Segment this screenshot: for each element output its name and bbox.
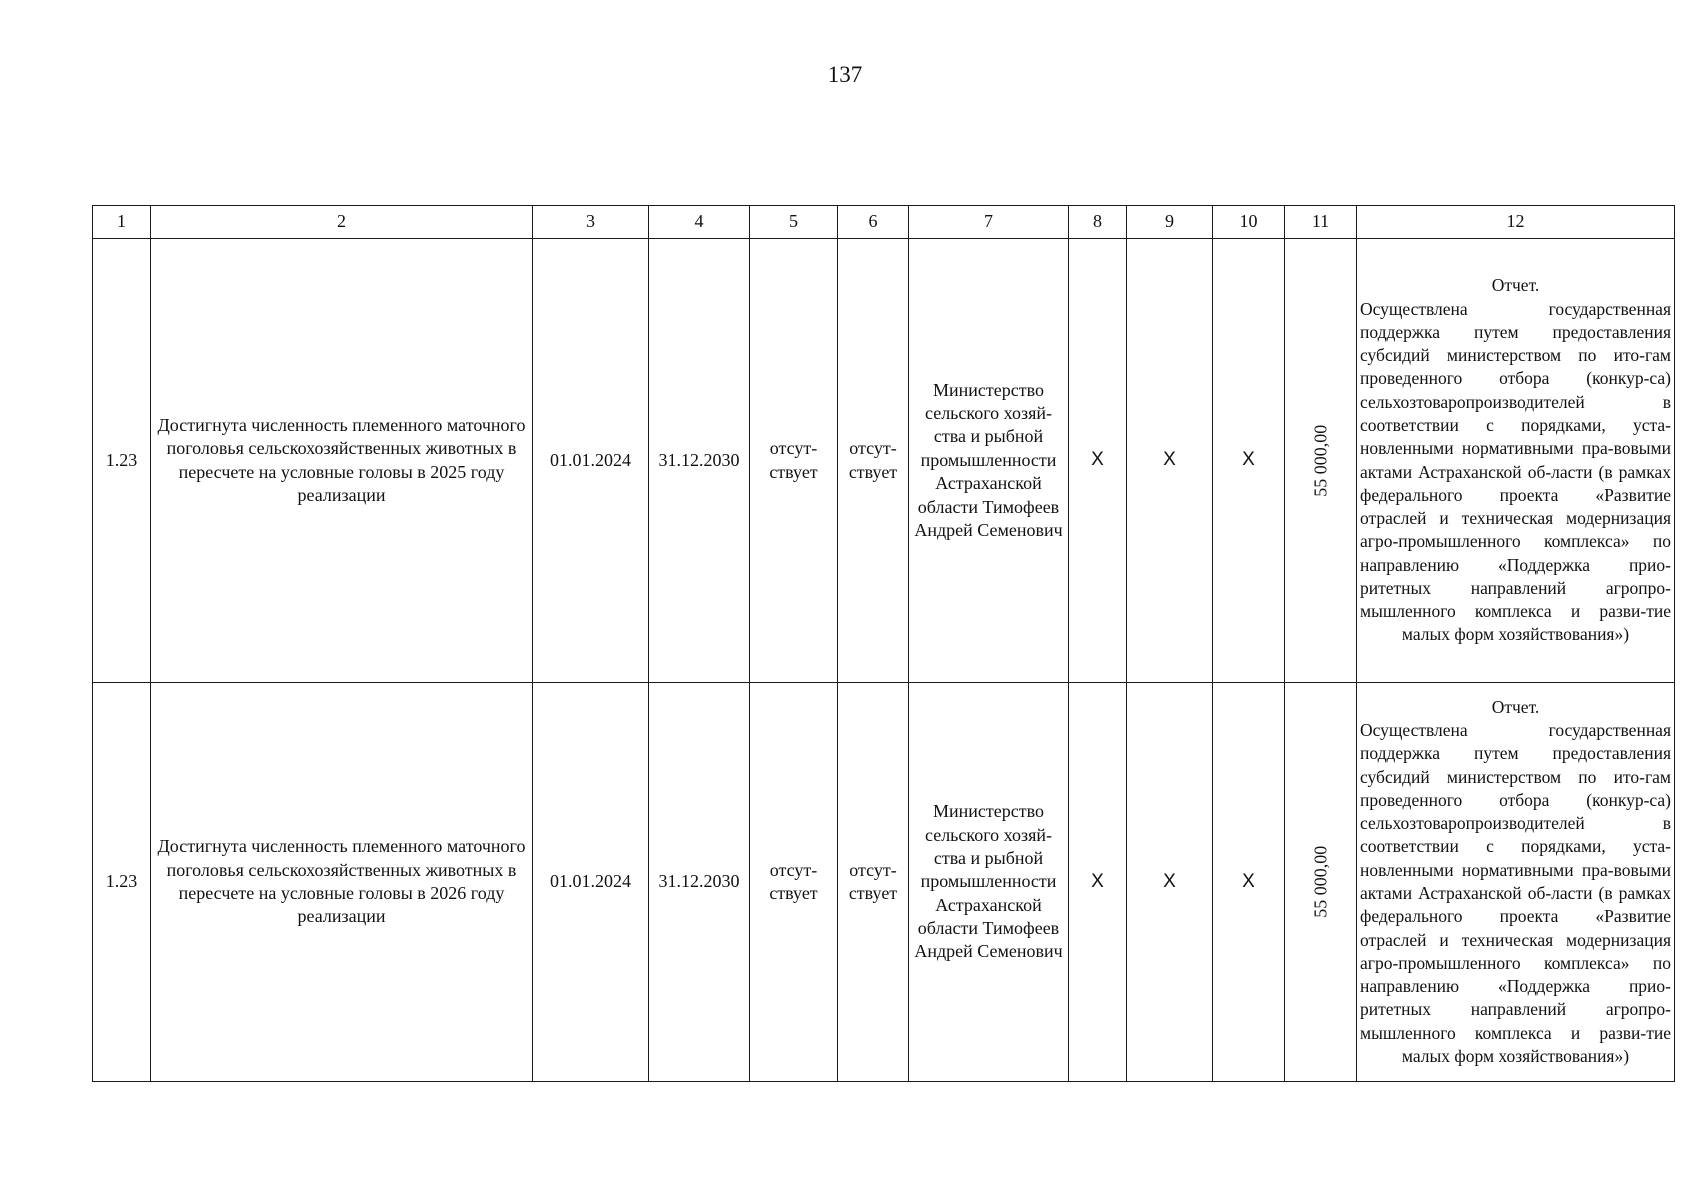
col6-value: отсут-ствует: [838, 239, 909, 683]
result-description: Достигнута численность племенного маточного поголовья сельскохозяйственных животных в пересчете на условные головы в 2025 году реализации: [151, 239, 533, 683]
header-cell-7: 7: [909, 206, 1069, 239]
col8-mark: X: [1069, 683, 1127, 1082]
col9-mark: X: [1127, 239, 1213, 683]
header-cell-1: 1: [93, 206, 151, 239]
end-date: 31.12.2030: [649, 683, 750, 1082]
report-title: Отчет.: [1491, 275, 1540, 296]
col8-mark: X: [1069, 239, 1127, 683]
end-date: 31.12.2030: [649, 239, 750, 683]
result-description: Достигнута численность племенного маточного поголовья сельскохозяйственных животных в пересчете на условные головы в 2026 году реализации: [151, 683, 533, 1082]
report-body: Осуществлена государственная поддержка путем предоставления субсидий министерством по ито-гам проведенного отбора (конкур-са) сельхозтоваропроизводителей в соответствии с порядками, уста-новленными нормативными пра-вовыми актами Астраханской об-ласти (в рамках федерального проекта «Развитие отраслей и техническая модернизация агро-промышленного комплекса» по направлению «Поддержка прио-ритетных направлений агропро-мышленного комплекса и разви-тие малых форм хозяйствования»): [1360, 298, 1671, 645]
table-row: [93, 239, 1675, 683]
report-body: Осуществлена государственная поддержка путем предоставления субсидий министерством по ито-гам проведенного отбора (конкур-са) сельхозтоваропроизводителей в соответствии с порядками, уста-новленными нормативными пра-вовыми актами Астраханской об-ласти (в рамках федерального проекта «Развитие отраслей и техническая модернизация агро-промышленного комплекса» по направлению «Поддержка прио-ритетных направлений агропро-мышленного комплекса и разви-тие малых форм хозяйствования»): [1360, 720, 1671, 1066]
col10-mark: X: [1213, 683, 1285, 1082]
header-cell-11: 11: [1285, 206, 1357, 239]
col6-value: отсут-ствует: [838, 683, 909, 1082]
col5-value: отсут-ствует: [750, 683, 838, 1082]
header-cell-12: 12: [1357, 206, 1675, 239]
page-number: 137: [827, 62, 863, 87]
amount-value: 55 000,00: [1309, 424, 1330, 497]
row-number: 1.23: [93, 683, 151, 1082]
activity-table: [92, 205, 1675, 1082]
header-cell-4: 4: [649, 206, 750, 239]
amount-value: 55 000,00: [1309, 845, 1330, 918]
amount-cell: [1285, 239, 1357, 683]
report-cell: [1357, 239, 1675, 683]
header-cell-10: 10: [1213, 206, 1285, 239]
header-row: [93, 206, 1675, 239]
col5-value: отсут-ствует: [750, 239, 838, 683]
responsible-executor: Министерство сельского хозяй-ства и рыбной промышленности Астраханской области Тимофеев Андрей Семенович: [909, 683, 1069, 1082]
report-title: Отчет.: [1491, 696, 1540, 717]
header-cell-2: 2: [151, 206, 533, 239]
table-row: [93, 683, 1675, 1082]
row-number: 1.23: [93, 239, 151, 683]
responsible-executor: Министерство сельского хозяй-ства и рыбной промышленности Астраханской области Тимофеев Андрей Семенович: [909, 239, 1069, 683]
start-date: 01.01.2024: [533, 239, 649, 683]
col10-mark: X: [1213, 239, 1285, 683]
col9-mark: X: [1127, 683, 1213, 1082]
header-cell-8: 8: [1069, 206, 1127, 239]
start-date: 01.01.2024: [533, 683, 649, 1082]
report-cell: [1357, 683, 1675, 1082]
header-cell-6: 6: [838, 206, 909, 239]
header-cell-3: 3: [533, 206, 649, 239]
header-cell-5: 5: [750, 206, 838, 239]
amount-cell: [1285, 683, 1357, 1082]
header-cell-9: 9: [1127, 206, 1213, 239]
